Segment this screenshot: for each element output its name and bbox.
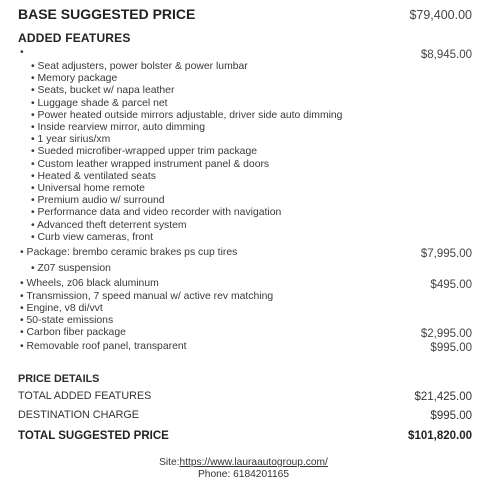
roof-panel-label: • Removable roof panel, transparent — [20, 341, 187, 352]
package-item-label: • Memory package — [31, 73, 118, 85]
z07-suspension-label: • Z07 suspension — [31, 263, 111, 274]
package-item-label: • Curb view cameras, front — [31, 231, 154, 243]
package-item-label: • Universal home remote — [31, 183, 145, 194]
roof-panel-amount: $995.00 — [430, 342, 472, 354]
package-item-label: • Seat adjusters, power bolster & power lumbar — [31, 61, 248, 72]
package-item-label: • Power heated outside mirrors adjustable, driver side auto dimming — [31, 109, 343, 121]
phone-label: Phone: — [197, 469, 234, 480]
phone-number: 6184201165 — [233, 469, 290, 480]
added-features-title: ADDED FEATURES — [18, 31, 131, 45]
package-item-label: • Seats, bucket w/ napa leather — [31, 85, 175, 97]
carbon-fiber-label: • Carbon fiber package — [20, 327, 126, 338]
price-details-title: PRICE DETAILS — [18, 373, 100, 385]
brembo-package-amount: $7,995.00 — [420, 248, 472, 260]
site-link[interactable]: https://www.lauraautogroup.com/ — [179, 457, 328, 468]
package-item-label: • Inside rearview mirror, auto dimming — [31, 122, 205, 133]
package-item-label: • Heated & ventilated seats — [31, 170, 156, 182]
total-added-label: TOTAL ADDED FEATURES — [18, 390, 152, 402]
total-price-amount: $101,820.00 — [408, 430, 472, 442]
destination-label: DESTINATION CHARGE — [18, 409, 139, 421]
emissions-label: • 50-state emissions — [20, 315, 114, 326]
transmission-label: • Transmission, 7 speed manual w/ active rev matching — [20, 291, 274, 302]
feature-package-bullet: • — [20, 47, 24, 58]
package-item-label: • 1 year sirius/xm — [31, 134, 111, 146]
total-added-amount: $21,425.00 — [414, 391, 472, 403]
carbon-fiber-amount: $2,995.00 — [420, 328, 472, 340]
package-item-label: • Performance data and video recorder with navigation — [31, 207, 282, 219]
wheels-label: • Wheels, z06 black aluminum — [20, 278, 159, 289]
package-item-label: • Premium audio w/ surround — [31, 195, 165, 207]
brembo-package-label: • Package: brembo ceramic brakes ps cup tires — [20, 247, 238, 258]
site-label: Site: — [159, 457, 180, 468]
package-item-label: • Custom leather wrapped instrument panel & doors — [31, 158, 270, 170]
package-item-label: • Sueded microfiber-wrapped upper trim package — [31, 146, 257, 158]
base-price-amount: $79,400.00 — [409, 8, 472, 22]
footer-site — [0, 457, 487, 468]
destination-amount: $995.00 — [430, 410, 472, 422]
package-item-label: • Advanced theft deterrent system — [31, 219, 187, 231]
footer-phone — [0, 469, 487, 480]
engine-label: • Engine, v8 di/vvt — [20, 303, 103, 314]
wheels-amount: $495.00 — [430, 279, 472, 291]
package-item-label: • Luggage shade & parcel net — [31, 97, 168, 109]
feature-package-amount: $8,945.00 — [420, 49, 472, 61]
base-price-label: BASE SUGGESTED PRICE — [18, 6, 196, 22]
total-price-label: TOTAL SUGGESTED PRICE — [18, 430, 169, 442]
